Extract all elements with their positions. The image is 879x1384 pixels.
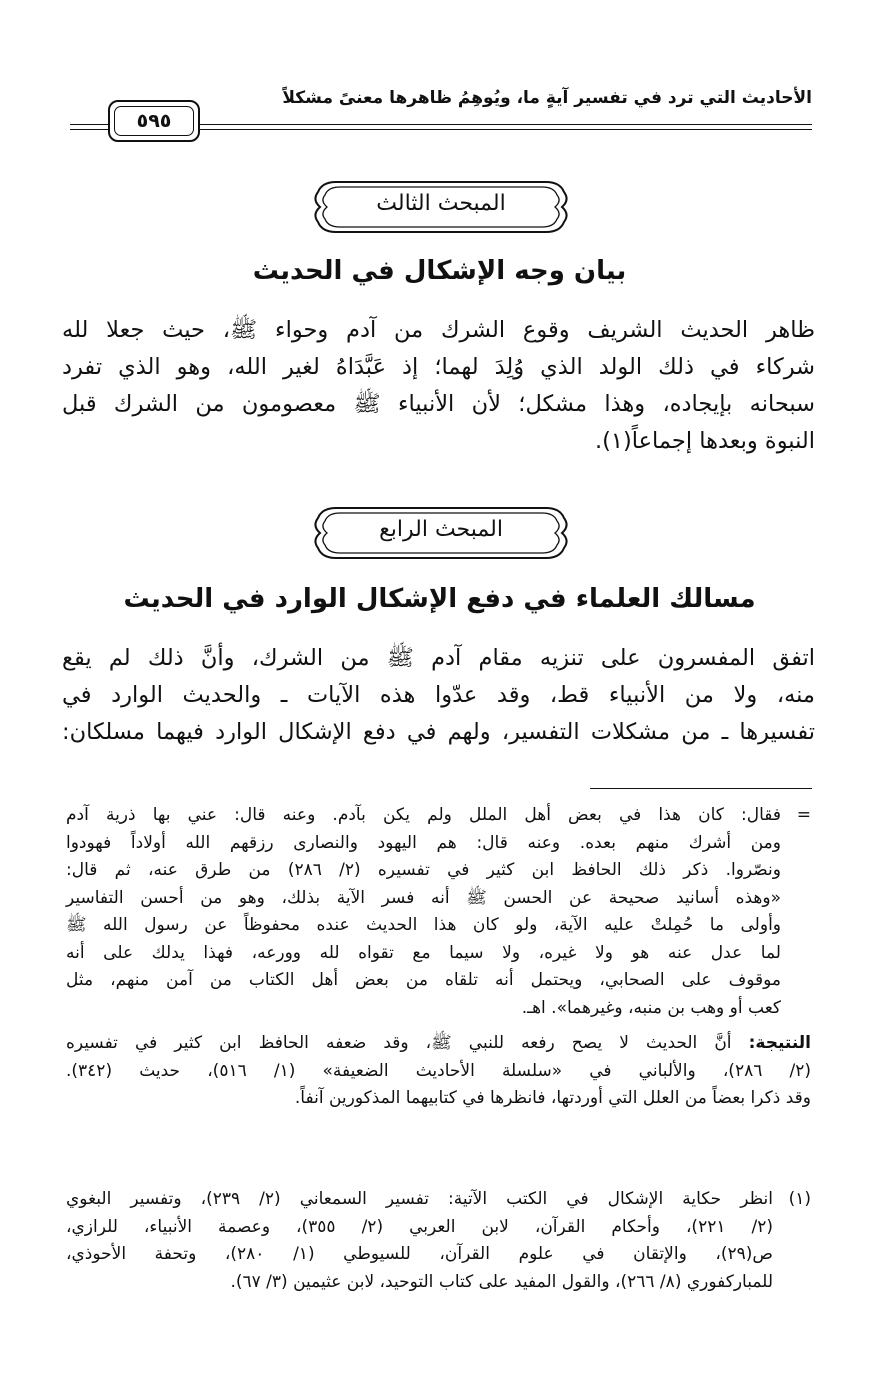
footnote-line: (٢/ ٢٢١)، وأحكام القرآن، لابن العربي (٢/ ٣٥٥)، وعصمة الأنبياء، للرازي، xyxy=(66,1216,773,1237)
footnote-line: فقال: كان هذا في بعض أهل الملل ولم يكن بآدم. وعنه قال: عني بها ذرية آدم xyxy=(66,805,781,825)
footnote-continuation xyxy=(66,802,811,1022)
footnote-separator xyxy=(590,788,812,789)
section-title: المبحث الرابع xyxy=(379,517,503,542)
text-line: ظاهر الحديث الشريف وقوع الشرك من آدم وحواء ﷺ، حيث جعلا لله xyxy=(62,317,815,343)
section3-paragraph xyxy=(62,312,815,460)
text-line: تفسيرها ـ من مشكلات التفسير، ولهم في دفع الإشكال الوارد فيهما مسلكان: xyxy=(62,719,815,745)
section-frame-4 xyxy=(308,504,574,562)
footnote-line: كعب أو وهب بن منبه، وغيرهما». اهـ. xyxy=(521,997,781,1018)
text-line: منه، ولا من الأنبياء قط، وقد عدّوا هذه الآيات ـ والحديث الوارد في xyxy=(62,682,815,708)
text-line: النبوة وبعدها إجماعاً(١). xyxy=(594,428,815,454)
running-title: الأحاديث التي ترد في تفسير آيةٍ ما، ويُوهِمُ ظاهرها معنىً مشكلاً xyxy=(282,88,812,108)
continuation-marker: = xyxy=(796,805,811,825)
footnote-line: لما عدل عنه هو ولا غيره، ولا سيما مع تقواه لله وورعه، فهذا يدلك على أنه xyxy=(66,942,781,963)
section-heading: مسالك العلماء في دفع الإشكال الوارد في الحديث xyxy=(123,584,756,614)
footnote-result xyxy=(66,1030,811,1113)
section-heading: بيان وجه الإشكال في الحديث xyxy=(252,256,627,286)
section-title: المبحث الثالث xyxy=(376,191,506,216)
result-text: أنَّ الحديث لا يصح رفعه للنبي ﷺ، وقد ضعفه الحافظ ابن كثير في تفسيره xyxy=(66,1033,732,1053)
footnote-line: موقوف على الصحابي، ويحتمل أنه تلقاه من بعض أهل الكتاب من آمن منهم، مثل xyxy=(66,970,781,990)
footnote-line: ومن أشرك منهم بعده. وعنه قال: هم اليهود والنصارى رزقهم الله أولاداً فهودوا xyxy=(66,832,781,853)
footnote-line: ونصّروا. ذكر ذلك الحافظ ابن كثير في تفسيره (٢/ ٢٨٦) من طرق عنه، ثم قال: xyxy=(66,860,781,880)
footnote-line: وقد ذكرا بعضاً من العلل التي أوردتها، فانظرها في كتابيهما المذكورين آنفاً. xyxy=(294,1088,811,1108)
footnote-line: انظر حكاية الإشكال في الكتب الآتية: تفسير السمعاني (٢/ ٢٣٩)، وتفسير البغوي xyxy=(66,1189,773,1209)
result-label: النتيجة: xyxy=(748,1033,811,1053)
page-number: ٥٩٥ xyxy=(114,106,194,136)
footnote-line: «وهذه أسانيد صحيحة عن الحسن ﷺ أنه فسر الآية بذلك، وهو من أحسن التفاسير xyxy=(66,887,781,908)
text-line: اتفق المفسرون على تنزيه مقام آدم ﷺ من الشرك، وأنَّ ذلك لم يقع xyxy=(62,645,815,671)
footnote-line xyxy=(66,1030,811,1058)
footnote-line: للمباركفوري (٨/ ٢٦٦)، والقول المفيد على كتاب التوحيد، لابن عثيمين (٣/ ٦٧). xyxy=(230,1271,773,1292)
section-frame-3 xyxy=(308,178,574,236)
footnote-1 xyxy=(66,1186,811,1296)
text-line: شركاء في ذلك الولد الذي وُلِدَ لهما؛ إذ عَبَّدَاهُ لغير الله، وهو الذي تفرد xyxy=(62,354,815,380)
page-number-box xyxy=(108,100,200,142)
section4-paragraph xyxy=(62,640,815,751)
footnote-line: ص(٢٩)، والإتقان في علوم القرآن، للسيوطي (١/ ٢٨٠)، وتحفة الأحوذي، xyxy=(66,1244,773,1264)
footnote-line: وأولى ما حُمِلتْ عليه الآية، ولو كان هذا الحديث عنده محفوظاً عن رسول الله ﷺ xyxy=(66,915,781,935)
footnote-line: (٢/ ٢٨٦)، والألباني في «سلسلة الأحاديث الضعيفة» (١/ ٥١٦)، حديث (٣٤٢). xyxy=(66,1060,811,1081)
page-header xyxy=(70,86,812,136)
footnote-number: (١) xyxy=(788,1189,811,1209)
text-line: سبحانه بإيجاده، وهذا مشكل؛ لأن الأنبياء ﷺ معصومون من الشرك قبل xyxy=(62,391,815,417)
